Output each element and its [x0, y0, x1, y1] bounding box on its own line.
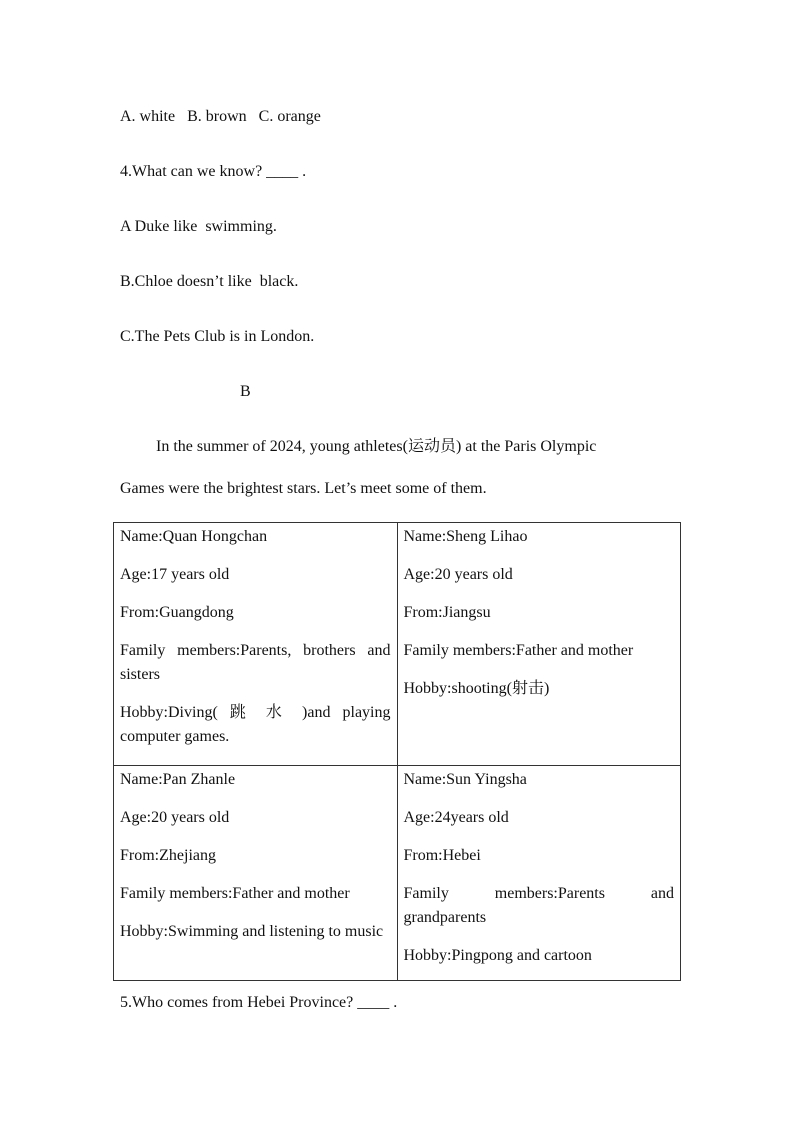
athlete-card-quan-hongchan [114, 523, 398, 766]
athlete-family: Family members:Parents and grandparents [403, 885, 674, 926]
athlete-card-sheng-lihao [397, 523, 681, 766]
athlete-family: Family members:Parents, brothers and sisters [120, 642, 391, 683]
question-3-options: A. white B. brown C. orange [120, 108, 321, 125]
athlete-name: Name:Sheng Lihao [403, 528, 528, 545]
question-5-text: 5.Who comes from Hebei Province? ____ . [120, 994, 398, 1011]
athlete-family: Family members:Father and mother [120, 885, 350, 902]
athlete-age: Age:24years old [403, 809, 509, 826]
question-4-option-b: B.Chloe doesn’t like black. [120, 273, 299, 290]
athlete-hobby: Hobby:Diving( 跳 水 )and playing computer games. [120, 704, 391, 745]
question-4-option-c: C.The Pets Club is in London. [120, 328, 315, 345]
athlete-name: Name:Quan Hongchan [120, 528, 268, 545]
athlete-card-sun-yingsha [397, 766, 681, 981]
intro-line-1 [120, 426, 680, 468]
question-4-option-a: A Duke like swimming. [120, 218, 277, 235]
athlete-age: Age:20 years old [403, 566, 513, 583]
athlete-from: From:Guangdong [120, 604, 234, 621]
athlete-hobby: Hobby:Swimming and listening to music [120, 923, 384, 940]
athlete-family: Family members:Father and mother [403, 642, 634, 659]
table-row [114, 766, 681, 981]
athlete-name: Name:Sun Yingsha [403, 771, 527, 788]
athlete-from: From:Hebei [403, 847, 481, 864]
athlete-name: Name:Pan Zhanle [120, 771, 236, 788]
section-b-intro [120, 426, 680, 510]
athlete-from: From:Zhejiang [120, 847, 216, 864]
athlete-age: Age:17 years old [120, 566, 230, 583]
section-b-heading: B [240, 383, 251, 400]
question-4-text: 4.What can we know? ____ . [120, 163, 307, 180]
athletes-table [113, 522, 681, 981]
athlete-card-pan-zhanle [114, 766, 398, 981]
intro-line-1-text: In the summer of 2024, young athletes(运动员) at the Paris Olympic [156, 438, 597, 455]
athlete-from: From:Jiangsu [403, 604, 491, 621]
athlete-hobby: Hobby:shooting(射击) [403, 680, 550, 697]
table-row [114, 523, 681, 766]
intro-line-2: Games were the brightest stars. Let’s meet some of them. [120, 480, 487, 497]
athlete-hobby: Hobby:Pingpong and cartoon [403, 947, 592, 964]
athlete-age: Age:20 years old [120, 809, 230, 826]
